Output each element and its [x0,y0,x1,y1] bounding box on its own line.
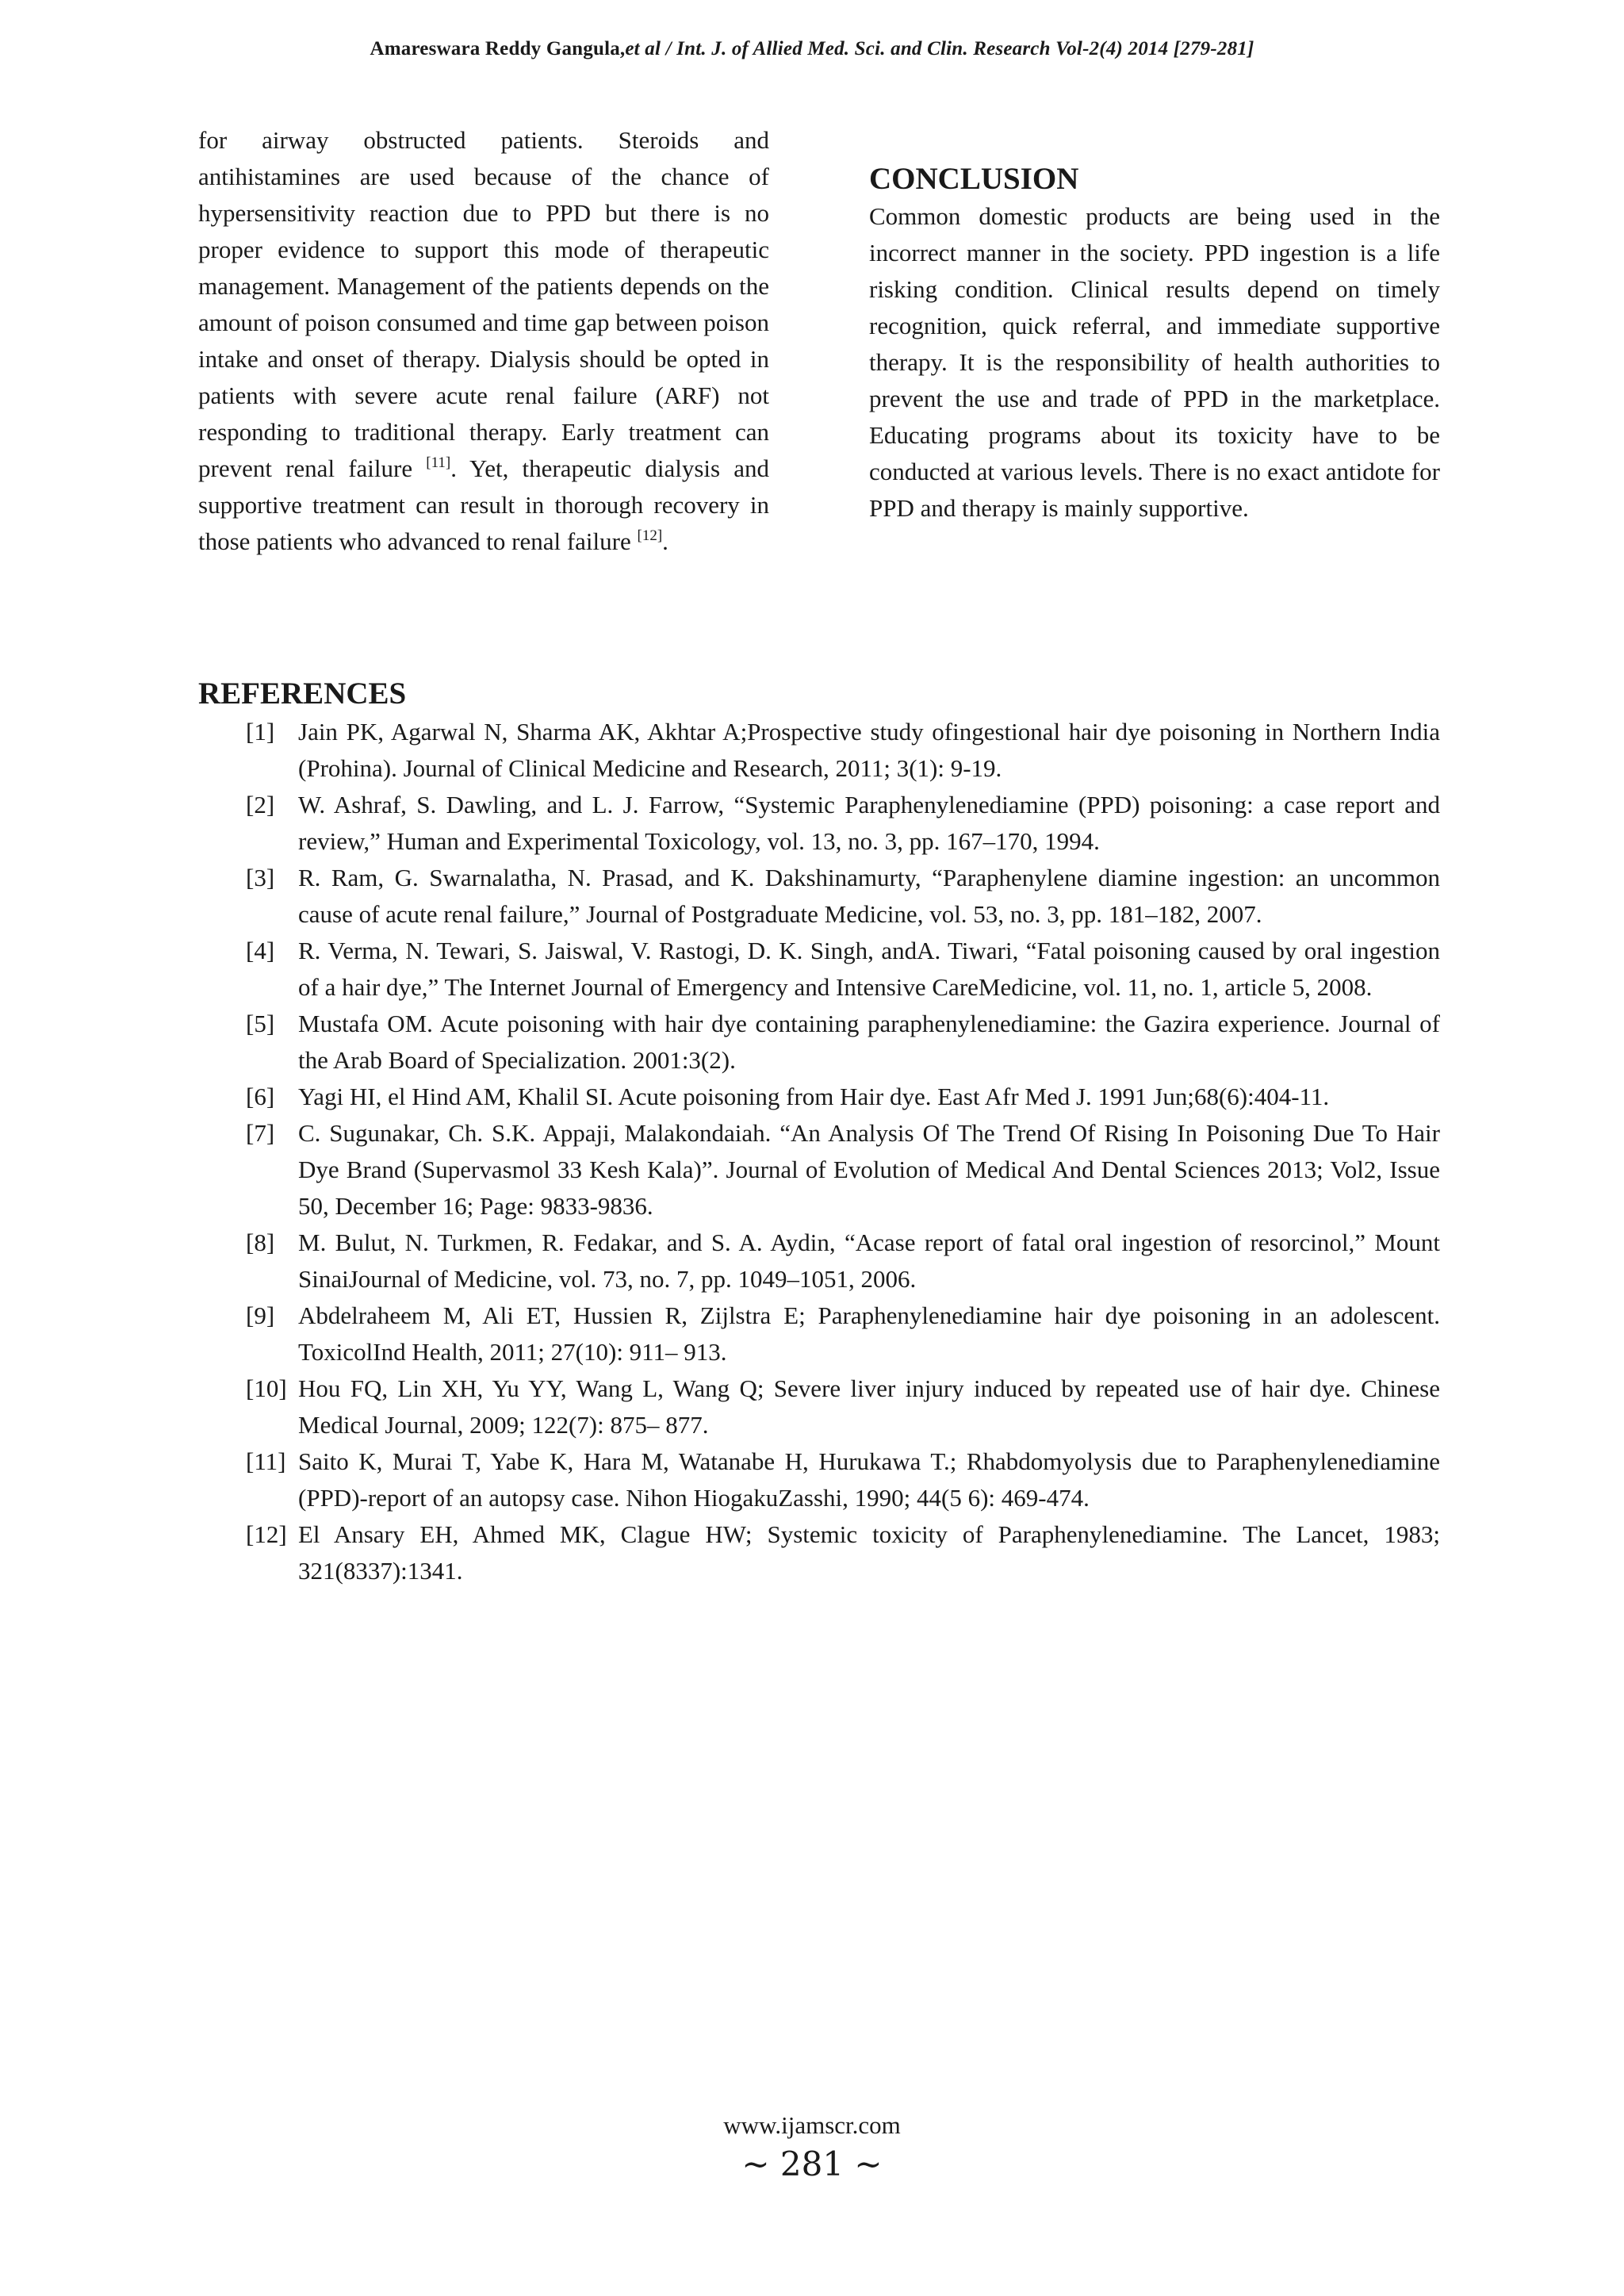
reference-item [246,1079,1440,1115]
reference-text: W. Ashraf, S. Dawling, and L. J. Farrow, “Systemic Paraphenylenediamine (PPD) poisoning: a case report and review,” Human and Experimental Toxicology, vol. 13, no. 3, pp. 167–170, 1994. [298,791,1440,855]
reference-text: Jain PK, Agarwal N, Sharma AK, Akhtar A;Prospective study ofingestional hair dye poisoning in Northern India (Prohina). Journal of Clinical Medicine and Research, 2011; 3(1): 9-19. [298,718,1440,782]
left-column-text-2: . Yet, therapeutic dialysis and supportive treatment can result in thorough recovery in those patients who advanced to renal failure [198,454,769,555]
page-number: ~ 281 ~ [741,2145,883,2183]
reference-item [246,1443,1440,1516]
reference-number: [1] [246,718,275,746]
reference-text: M. Bulut, N. Turkmen, R. Fedakar, and S. A. Aydin, “Acase report of fatal oral ingestion of resorcinol,” Mount SinaiJournal of Medicine, vol. 73, no. 7, pp. 1049–1051, 2006. [298,1228,1440,1293]
conclusion-section [869,157,1440,527]
header-citation: et al / Int. J. of Allied Med. Sci. and Clin. Research Vol-2(4) 2014 [279-281] [625,38,1254,59]
reference-text: Mustafa OM. Acute poisoning with hair dye containing paraphenylenediamine: the Gazira experience. Journal of the Arab Board of Specialization. 2001:3(2). [298,1010,1440,1074]
reference-text: Abdelraheem M, Ali ET, Hussien R, Zijlstra E; Paraphenylenediamine hair dye poisoning in an adolescent. ToxicolInd Health, 2011; 27(10): 911– 913. [298,1301,1440,1366]
footer-url[interactable]: www.ijamscr.com [723,2111,901,2139]
citation-11: [11] [426,454,451,471]
reference-item [246,1370,1440,1443]
reference-item [246,1516,1440,1589]
reference-number: [12] [246,1520,287,1548]
reference-item [246,714,1440,787]
reference-item [246,787,1440,860]
left-column-paragraph [198,122,769,560]
conclusion-heading: CONCLUSION [869,162,1079,196]
reference-number: [9] [246,1301,275,1329]
reference-number: [11] [246,1447,286,1475]
reference-item [246,860,1440,933]
reference-text: C. Sugunakar, Ch. S.K. Appaji, Malakondaiah. “An Analysis Of The Trend Of Rising In Poisoning Due To Hair Dye Brand (Supervasmol 33 Kesh Kala)”. Journal of Evolution of Medical And Dental Sciences 2013; Vol2, Issue 50, December 16; Page: 9833-9836. [298,1119,1440,1220]
reference-number: [3] [246,864,275,891]
reference-number: [10] [246,1374,287,1402]
reference-number: [4] [246,937,275,964]
reference-item [246,1006,1440,1079]
reference-item [246,1297,1440,1370]
reference-list [246,714,1440,1589]
references-heading: REFERENCES [198,677,407,711]
running-header [0,38,1624,60]
reference-text: R. Ram, G. Swarnalatha, N. Prasad, and K. Dakshinamurty, “Paraphenylene diamine ingestion: an uncommon cause of acute renal failure,” Journal of Postgraduate Medicine, vol. 53, no. 3, pp. 181–182, 2007. [298,864,1440,928]
left-column-text-1: for airway obstructed patients. Steroids and antihistamines are used because of the chance of hypersensitivity reaction due to PPD but there is no proper evidence to support this mode of therapeutic management. Management of the patients depends on the amount of poison consumed and time gap between poison intake and onset of therapy. Dialysis should be opted in patients with severe acute renal failure (ARF) not responding to traditional therapy. Early treatment can prevent renal failure [198,126,769,482]
reference-text: Saito K, Murai T, Yabe K, Hara M, Watanabe H, Hurukawa T.; Rhabdomyolysis due to Paraphenylenediamine (PPD)-report of an autopsy case. Nihon HiogakuZasshi, 1990; 44(5 6): 469-474. [298,1447,1440,1512]
header-author: Amareswara Reddy Gangula, [370,38,626,59]
reference-number: [2] [246,791,275,818]
reference-number: [6] [246,1083,275,1110]
reference-item [246,933,1440,1006]
reference-item [246,1225,1440,1297]
reference-number: [5] [246,1010,275,1037]
reference-number: [8] [246,1228,275,1256]
reference-item [246,1115,1440,1225]
left-column-text-3: . [662,527,668,555]
citation-12: [12] [637,527,663,544]
reference-text: Hou FQ, Lin XH, Yu YY, Wang L, Wang Q; Severe liver injury induced by repeated use of hair dye. Chinese Medical Journal, 2009; 122(7): 875– 877. [298,1374,1440,1439]
reference-text: El Ansary EH, Ahmed MK, Clague HW; Systemic toxicity of Paraphenylenediamine. The Lancet, 1983; 321(8337):1341. [298,1520,1440,1585]
reference-text: R. Verma, N. Tewari, S. Jaiswal, V. Rastogi, D. K. Singh, andA. Tiwari, “Fatal poisoning caused by oral ingestion of a hair dye,” The Internet Journal of Emergency and Intensive CareMedicine, vol. 11, no. 1, article 5, 2008. [298,937,1440,1001]
conclusion-body: Common domestic products are being used in the incorrect manner in the society. PPD ingestion is a life risking condition. Clinical results depend on timely recognition, quick referral, and immediate supportive therapy. It is the responsibility of health authorities to prevent the use and trade of PPD in the marketplace. Educating programs about its toxicity have to be conducted at various levels. There is no exact antidote for PPD and therapy is mainly supportive. [869,202,1440,522]
reference-number: [7] [246,1119,275,1147]
reference-text: Yagi HI, el Hind AM, Khalil SI. Acute poisoning from Hair dye. East Afr Med J. 1991 Jun;68(6):404-11. [298,1083,1330,1110]
